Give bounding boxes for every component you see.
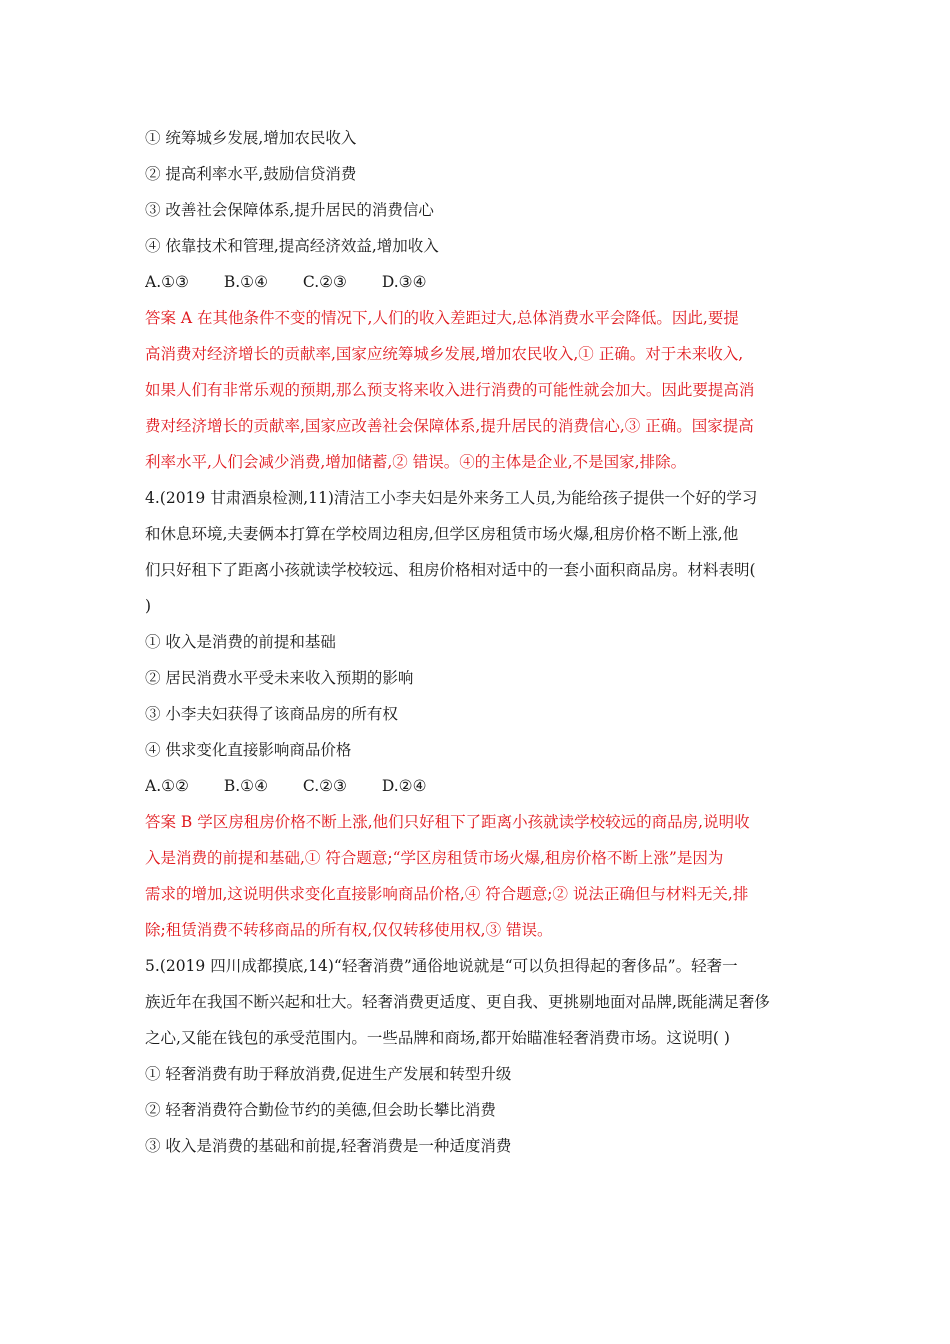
q4-choice-b: B.①④	[223, 777, 268, 795]
q4-answer-line: 除;租赁消费不转移商品的所有权,仅仅转移使用权,③ 错误。	[145, 921, 553, 939]
q3-answer-line: 费对经济增长的贡献率,国家应改善社会保障体系,提升居民的消费信心,③ 正确。国家提高	[145, 417, 754, 435]
question-5-options	[145, 1056, 815, 1164]
q5-option-3: ③ 收入是消费的基础和前提,轻奢消费是一种适度消费	[145, 1137, 512, 1155]
q3-answer-line: 利率水平,人们会减少消费,增加储蓄,② 错误。④的主体是企业,不是国家,排除。	[145, 453, 687, 471]
q5-stem-line: 5.(2019 四川成都摸底,14)“轻奢消费”通俗地说就是“可以负担得起的奢侈品”。轻奢一	[145, 957, 738, 975]
q3-answer-line: 如果人们有非常乐观的预期,那么预支将来收入进行消费的可能性就会加大。因此要提高消	[145, 381, 755, 399]
q3-choice-a: A.①③	[145, 273, 189, 291]
document-content	[145, 120, 815, 1164]
q3-answer	[145, 300, 815, 480]
q5-stem-line: 之心,又能在钱包的承受范围内。一些品牌和商场,都开始瞄准轻奢消费市场。这说明( )	[145, 1029, 730, 1047]
q4-choice-d: D.②④	[381, 777, 427, 795]
q4-option-4: ④ 供求变化直接影响商品价格	[145, 741, 352, 759]
q5-stem-line: 族近年在我国不断兴起和壮大。轻奢消费更适度、更自我、更挑剔地面对品牌,既能满足奢侈	[145, 993, 770, 1011]
q3-choices	[145, 264, 815, 300]
q4-option-1: ① 收入是消费的前提和基础	[145, 633, 336, 651]
q4-option-3: ③ 小李夫妇获得了该商品房的所有权	[145, 705, 398, 723]
q4-answer-line: 需求的增加,这说明供求变化直接影响商品价格,④ 符合题意;② 说法正确但与材料无关,排	[145, 885, 749, 903]
q5-option-2: ② 轻奢消费符合勤俭节约的美德,但会助长攀比消费	[145, 1101, 496, 1119]
q3-option-3: ③ 改善社会保障体系,提升居民的消费信心	[145, 201, 434, 219]
question-5-stem	[145, 948, 815, 1056]
q3-option-2: ② 提高利率水平,鼓励信贷消费	[145, 165, 357, 183]
q4-stem-line: 们只好租下了距离小孩就读学校较远、租房价格相对适中的一套小面积商品房。材料表明(	[145, 561, 756, 579]
q3-answer-line: 答案 A 在其他条件不变的情况下,人们的收入差距过大,总体消费水平会降低。因此,要提	[145, 309, 739, 327]
question-3-options	[145, 120, 815, 264]
q4-stem-line: 和休息环境,夫妻俩本打算在学校周边租房,但学区房租赁市场火爆,租房价格不断上涨,他	[145, 525, 739, 543]
q4-stem-line: 4.(2019 甘肃酒泉检测,11)清洁工小李夫妇是外来务工人员,为能给孩子提供一个好的学习	[145, 489, 758, 507]
q4-option-2: ② 居民消费水平受未来收入预期的影响	[145, 669, 414, 687]
q3-choice-b: B.①④	[223, 273, 268, 291]
q3-option-1: ① 统筹城乡发展,增加农民收入	[145, 129, 357, 147]
q3-option-4: ④ 依靠技术和管理,提高经济效益,增加收入	[145, 237, 439, 255]
q4-choices	[145, 768, 815, 804]
q3-choice-c: C.②③	[302, 273, 347, 291]
q4-answer	[145, 804, 815, 948]
q3-answer-line: 高消费对经济增长的贡献率,国家应统筹城乡发展,增加农民收入,① 正确。对于未来收入,	[145, 345, 744, 363]
q4-choice-a: A.①②	[145, 777, 189, 795]
q4-answer-line: 入是消费的前提和基础,① 符合题意;“学区房租赁市场火爆,租房价格不断上涨”是因为	[145, 849, 724, 867]
q3-choice-d: D.③④	[381, 273, 427, 291]
q4-choice-c: C.②③	[302, 777, 347, 795]
question-4-stem	[145, 480, 815, 624]
question-4-options	[145, 624, 815, 768]
q4-stem-line: )	[145, 597, 152, 615]
q4-answer-line: 答案 B 学区房租房价格不断上涨,他们只好租下了距离小孩就读学校较远的商品房,说明收	[145, 813, 750, 831]
q5-option-1: ① 轻奢消费有助于释放消费,促进生产发展和转型升级	[145, 1065, 512, 1083]
